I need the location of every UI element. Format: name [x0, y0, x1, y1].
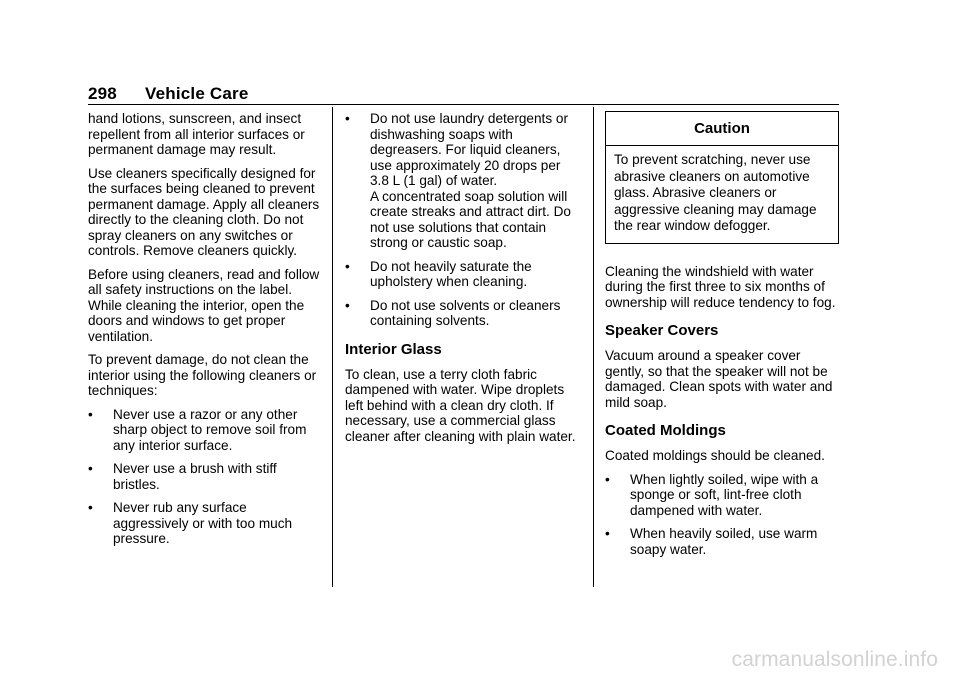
- list-item: [605, 472, 839, 519]
- list-item-text: Do not use solvents or cleaners containing solvents.: [370, 297, 561, 328]
- column-2: [345, 111, 583, 452]
- bullet-icon: •: [345, 258, 350, 274]
- bullet-icon: •: [605, 526, 610, 541]
- section-heading: Interior Glass: [345, 340, 442, 358]
- column-3: [605, 111, 839, 565]
- paragraph: To clean, use a terry cloth fabric dampened with water. Wipe droplets left behind with a clean dry cloth. If necessary, use a commercial glass cleaner after cleaning with plain water.: [345, 366, 576, 444]
- list-item: [88, 407, 324, 454]
- caution-box: [605, 111, 839, 244]
- paragraph: Coated moldings should be cleaned.: [605, 448, 825, 463]
- paragraph: Use cleaners specifically designed for the surfaces being cleaned to prevent permanent damage. Apply all cleaners directly to the cleaning cloth. Do not spray cleaners on any switches or controls. Remove cleaners quickly.: [88, 165, 320, 258]
- list-item-text: Never rub any surface aggressively or with too much pressure.: [113, 500, 293, 546]
- list-item-text: When lightly soiled, wipe with a sponge or soft, lint-free cloth dampened with water.: [630, 471, 819, 518]
- bullet-icon: •: [88, 406, 93, 422]
- column-1: [88, 111, 324, 555]
- column-divider: [593, 107, 594, 587]
- paragraph: Vacuum around a speaker cover gently, so that the speaker will not be damaged. Clean spots with water and mild soap.: [605, 348, 833, 410]
- list-item-text: Never use a brush with stiff bristles.: [113, 461, 277, 492]
- list-item-text: Never use a razor or any other sharp object to remove soil from any interior surface.: [113, 406, 307, 453]
- list-item-text: Do not use laundry detergents or dishwashing soaps with degreasers. For liquid cleaners, use approximately 20 drops per 3.8 L (1 gal) of water.: [370, 111, 568, 188]
- list-item: [88, 500, 324, 547]
- bullet-icon: •: [345, 297, 350, 313]
- list-item: [88, 461, 324, 492]
- watermark: carmanualsonline.info: [731, 648, 938, 671]
- list-item-text: Do not heavily saturate the upholstery when cleaning.: [370, 258, 532, 289]
- list-item-text: A concentrated soap solution will create streaks and attract dirt. Do not use solutions that contain strong or caustic soap.: [370, 188, 571, 250]
- page-header: [88, 84, 839, 105]
- list-item: [345, 111, 583, 251]
- bullet-icon: •: [88, 461, 93, 476]
- bullet-icon: •: [605, 471, 610, 487]
- list-item: [345, 259, 583, 290]
- list-item-text: When heavily soiled, use warm soapy water.: [630, 526, 818, 557]
- paragraph: Before using cleaners, read and follow all safety instructions on the label. While cleaning the interior, open the doors and windows to get proper ventilation.: [88, 266, 320, 344]
- section-title: Vehicle Care: [145, 84, 249, 103]
- caution-body: To prevent scratching, never use abrasive cleaners on automotive glass. Abrasive cleaners or aggressive cleaning may damage the rear window defogger.: [614, 152, 817, 233]
- paragraph: Cleaning the windshield with water during the first three to six months of ownership will reduce tendency to fog.: [605, 263, 836, 310]
- section-heading: Speaker Covers: [605, 322, 719, 339]
- column-divider: [332, 107, 333, 587]
- page-number: 298: [88, 84, 117, 103]
- paragraph: hand lotions, sunscreen, and insect repellent from all interior surfaces or permanent damage may result.: [88, 111, 305, 157]
- caution-title: Caution: [606, 112, 838, 146]
- paragraph: To prevent damage, do not clean the interior using the following cleaners or techniques:: [88, 352, 317, 398]
- bullet-icon: •: [345, 111, 350, 126]
- bullet-icon: •: [88, 500, 93, 515]
- section-heading: Coated Moldings: [605, 422, 726, 439]
- list-item: [345, 298, 583, 329]
- list-item: [605, 526, 839, 557]
